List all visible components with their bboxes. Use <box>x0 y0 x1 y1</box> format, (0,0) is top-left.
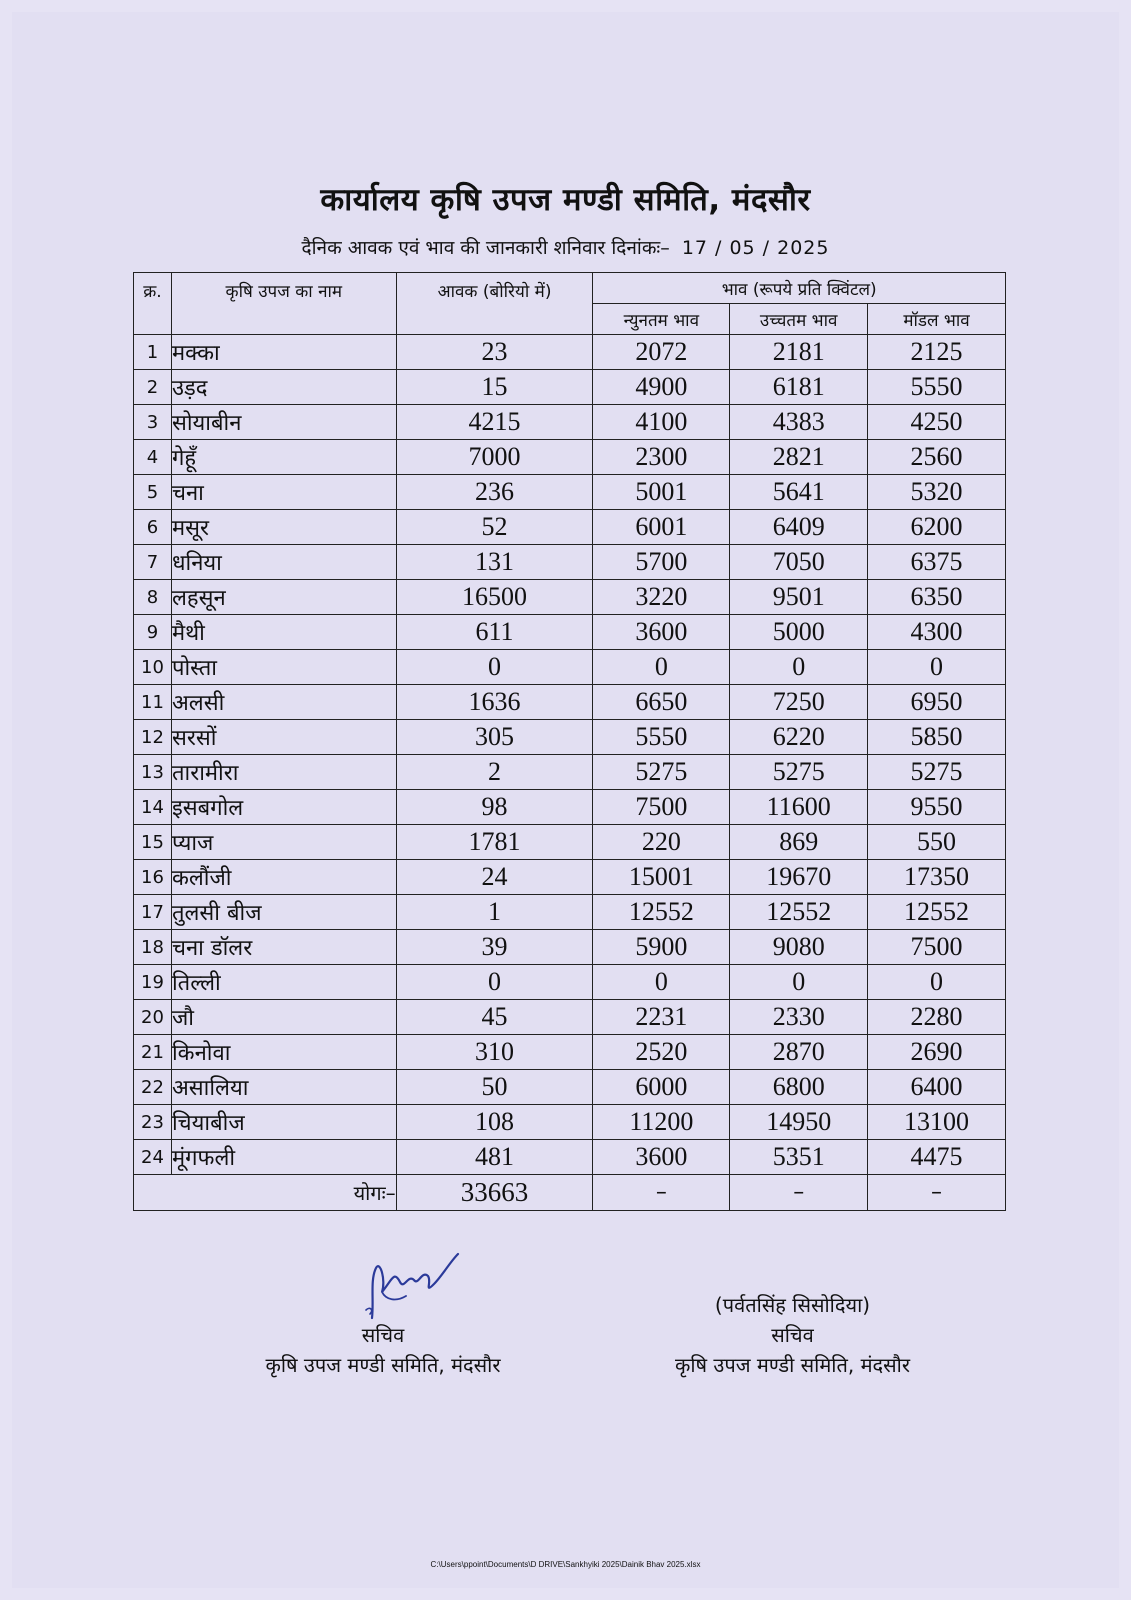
header-arrival: आवक (बोरियो में) <box>396 273 593 335</box>
table-row <box>134 335 1006 370</box>
max-price: 4383 <box>730 405 868 440</box>
commodity-name: इसबगोल <box>171 790 396 825</box>
commodity-name: मक्का <box>171 335 396 370</box>
header-min-price: न्युनतम भाव <box>593 304 730 335</box>
commodity-name: मूंगफली <box>171 1140 396 1175</box>
arrival-quantity: 16500 <box>396 580 593 615</box>
table-row <box>134 1105 1006 1140</box>
header-max-price: उच्चतम भाव <box>730 304 868 335</box>
modal-price: 0 <box>868 650 1006 685</box>
min-price: 6000 <box>593 1070 730 1105</box>
commodity-name: अलसी <box>171 685 396 720</box>
table-row <box>134 755 1006 790</box>
table-row <box>134 580 1006 615</box>
row-serial: 14 <box>134 790 172 825</box>
max-price: 7250 <box>730 685 868 720</box>
table-row <box>134 860 1006 895</box>
min-price: 5001 <box>593 475 730 510</box>
signature-block-right <box>650 1290 935 1380</box>
modal-price: 5550 <box>868 370 1006 405</box>
subtitle-text: दैनिक आवक एवं भाव की जानकारी शनिवार दिनांकः– <box>301 237 670 259</box>
table-row <box>134 720 1006 755</box>
min-price: 11200 <box>593 1105 730 1140</box>
left-designation: सचिव <box>361 1323 405 1347</box>
row-serial: 21 <box>134 1035 172 1070</box>
header-price-group: भाव (रूपये प्रति क्विंटल) <box>593 273 1006 304</box>
min-price: 12552 <box>593 895 730 930</box>
row-serial: 2 <box>134 370 172 405</box>
arrival-quantity: 310 <box>396 1035 593 1070</box>
arrival-quantity: 1636 <box>396 685 593 720</box>
right-organization: कृषि उपज मण्डी समिति, मंदसौर <box>674 1353 911 1377</box>
total-modal-dash: – <box>868 1175 1006 1211</box>
arrival-quantity: 1 <box>396 895 593 930</box>
modal-price: 7500 <box>868 930 1006 965</box>
min-price: 6001 <box>593 510 730 545</box>
arrival-quantity: 50 <box>396 1070 593 1105</box>
table-row <box>134 790 1006 825</box>
modal-price: 12552 <box>868 895 1006 930</box>
max-price: 6181 <box>730 370 868 405</box>
arrival-quantity: 39 <box>396 930 593 965</box>
arrival-quantity: 1781 <box>396 825 593 860</box>
total-row <box>134 1175 1006 1211</box>
modal-price: 2280 <box>868 1000 1006 1035</box>
max-price: 12552 <box>730 895 868 930</box>
max-price: 2821 <box>730 440 868 475</box>
row-serial: 12 <box>134 720 172 755</box>
arrival-quantity: 98 <box>396 790 593 825</box>
right-designation: सचिव <box>771 1323 814 1347</box>
modal-price: 17350 <box>868 860 1006 895</box>
commodity-name: गेहूँ <box>171 440 396 475</box>
min-price: 5275 <box>593 755 730 790</box>
min-price: 5700 <box>593 545 730 580</box>
page-title: कार्यालय कृषि उपज मण्डी समिति, मंदसौर <box>320 182 811 218</box>
modal-price: 2690 <box>868 1035 1006 1070</box>
modal-price: 6400 <box>868 1070 1006 1105</box>
row-serial: 3 <box>134 405 172 440</box>
commodity-name: चना <box>171 475 396 510</box>
max-price: 2870 <box>730 1035 868 1070</box>
table-row <box>134 650 1006 685</box>
commodity-name: सोयाबीन <box>171 405 396 440</box>
max-price: 7050 <box>730 545 868 580</box>
max-price: 11600 <box>730 790 868 825</box>
modal-price: 2125 <box>868 335 1006 370</box>
row-serial: 7 <box>134 545 172 580</box>
max-price: 5641 <box>730 475 868 510</box>
table-row <box>134 685 1006 720</box>
min-price: 2300 <box>593 440 730 475</box>
min-price: 4900 <box>593 370 730 405</box>
modal-price: 550 <box>868 825 1006 860</box>
commodity-name: कलौंजी <box>171 860 396 895</box>
min-price: 3600 <box>593 1140 730 1175</box>
arrival-quantity: 131 <box>396 545 593 580</box>
commodity-name: मसूर <box>171 510 396 545</box>
total-max-dash: – <box>730 1175 868 1211</box>
min-price: 0 <box>593 650 730 685</box>
row-serial: 8 <box>134 580 172 615</box>
commodity-name: मैथी <box>171 615 396 650</box>
max-price: 19670 <box>730 860 868 895</box>
modal-price: 9550 <box>868 790 1006 825</box>
arrival-quantity: 0 <box>396 650 593 685</box>
max-price: 6409 <box>730 510 868 545</box>
commodity-name: तारामीरा <box>171 755 396 790</box>
modal-price: 6350 <box>868 580 1006 615</box>
row-serial: 23 <box>134 1105 172 1140</box>
price-table <box>133 272 1006 1211</box>
arrival-quantity: 305 <box>396 720 593 755</box>
total-arrival: 33663 <box>396 1175 593 1211</box>
min-price: 15001 <box>593 860 730 895</box>
max-price: 0 <box>730 650 868 685</box>
total-label: योगः– <box>134 1175 397 1211</box>
min-price: 5550 <box>593 720 730 755</box>
max-price: 2330 <box>730 1000 868 1035</box>
commodity-name: चियाबीज <box>171 1105 396 1140</box>
row-serial: 4 <box>134 440 172 475</box>
header-sr: क्र. <box>134 273 172 335</box>
modal-price: 5320 <box>868 475 1006 510</box>
row-serial: 5 <box>134 475 172 510</box>
commodity-name: जौ <box>171 1000 396 1035</box>
min-price: 220 <box>593 825 730 860</box>
row-serial: 18 <box>134 930 172 965</box>
max-price: 9080 <box>730 930 868 965</box>
max-price: 14950 <box>730 1105 868 1140</box>
arrival-quantity: 52 <box>396 510 593 545</box>
commodity-name: लहसून <box>171 580 396 615</box>
modal-price: 5850 <box>868 720 1006 755</box>
max-price: 9501 <box>730 580 868 615</box>
commodity-name: तिल्ली <box>171 965 396 1000</box>
commodity-name: सरसों <box>171 720 396 755</box>
page-subtitle <box>0 234 1131 260</box>
arrival-quantity: 23 <box>396 335 593 370</box>
arrival-quantity: 611 <box>396 615 593 650</box>
modal-price: 13100 <box>868 1105 1006 1140</box>
table-row <box>134 370 1006 405</box>
handwritten-signature <box>352 1240 462 1330</box>
max-price: 2181 <box>730 335 868 370</box>
table-row <box>134 895 1006 930</box>
row-serial: 19 <box>134 965 172 1000</box>
commodity-name: चना डॉलर <box>171 930 396 965</box>
arrival-quantity: 2 <box>396 755 593 790</box>
table-row <box>134 475 1006 510</box>
min-price: 2072 <box>593 335 730 370</box>
header-name: कृषि उपज का नाम <box>171 273 396 335</box>
table-row <box>134 545 1006 580</box>
arrival-quantity: 108 <box>396 1105 593 1140</box>
row-serial: 6 <box>134 510 172 545</box>
modal-price: 6375 <box>868 545 1006 580</box>
arrival-quantity: 4215 <box>396 405 593 440</box>
arrival-quantity: 7000 <box>396 440 593 475</box>
modal-price: 6950 <box>868 685 1006 720</box>
modal-price: 0 <box>868 965 1006 1000</box>
row-serial: 13 <box>134 755 172 790</box>
header-modal-price: मॉडल भाव <box>868 304 1006 335</box>
max-price: 0 <box>730 965 868 1000</box>
commodity-name: असालिया <box>171 1070 396 1105</box>
commodity-name: धनिया <box>171 545 396 580</box>
table-row <box>134 1000 1006 1035</box>
commodity-name: उड़द <box>171 370 396 405</box>
commodity-name: प्याज <box>171 825 396 860</box>
table-row <box>134 1070 1006 1105</box>
max-price: 5000 <box>730 615 868 650</box>
arrival-quantity: 0 <box>396 965 593 1000</box>
arrival-quantity: 236 <box>396 475 593 510</box>
table-row <box>134 1035 1006 1070</box>
min-price: 4100 <box>593 405 730 440</box>
max-price: 5351 <box>730 1140 868 1175</box>
arrival-quantity: 481 <box>396 1140 593 1175</box>
arrival-quantity: 45 <box>396 1000 593 1035</box>
table-row <box>134 965 1006 1000</box>
min-price: 7500 <box>593 790 730 825</box>
min-price: 2520 <box>593 1035 730 1070</box>
row-serial: 24 <box>134 1140 172 1175</box>
commodity-name: किनोवा <box>171 1035 396 1070</box>
modal-price: 4250 <box>868 405 1006 440</box>
max-price: 6800 <box>730 1070 868 1105</box>
row-serial: 15 <box>134 825 172 860</box>
row-serial: 11 <box>134 685 172 720</box>
row-serial: 9 <box>134 615 172 650</box>
table-row <box>134 440 1006 475</box>
commodity-name: तुलसी बीज <box>171 895 396 930</box>
max-price: 5275 <box>730 755 868 790</box>
min-price: 2231 <box>593 1000 730 1035</box>
max-price: 6220 <box>730 720 868 755</box>
modal-price: 5275 <box>868 755 1006 790</box>
table-row <box>134 1140 1006 1175</box>
modal-price: 6200 <box>868 510 1006 545</box>
modal-price: 4300 <box>868 615 1006 650</box>
signatory-name: (पर्वतसिंह सिसोदिया) <box>714 1293 871 1317</box>
table-row <box>134 930 1006 965</box>
table-row <box>134 510 1006 545</box>
arrival-quantity: 15 <box>396 370 593 405</box>
commodity-name: पोस्ता <box>171 650 396 685</box>
modal-price: 4475 <box>868 1140 1006 1175</box>
min-price: 0 <box>593 965 730 1000</box>
left-organization: कृषि उपज मण्डी समिति, मंदसौर <box>265 1353 501 1377</box>
table-row <box>134 825 1006 860</box>
row-serial: 10 <box>134 650 172 685</box>
row-serial: 22 <box>134 1070 172 1105</box>
min-price: 3220 <box>593 580 730 615</box>
row-serial: 16 <box>134 860 172 895</box>
row-serial: 1 <box>134 335 172 370</box>
arrival-quantity: 24 <box>396 860 593 895</box>
table-row <box>134 405 1006 440</box>
modal-price: 2560 <box>868 440 1006 475</box>
min-price: 3600 <box>593 615 730 650</box>
row-serial: 20 <box>134 1000 172 1035</box>
total-min-dash: – <box>593 1175 730 1211</box>
min-price: 5900 <box>593 930 730 965</box>
file-path-footer: C:\Users\ppoint\Documents\D DRIVE\Sankhyiki 2025\Dainik Bhav 2025.xlsx <box>430 1560 701 1569</box>
table-row <box>134 615 1006 650</box>
min-price: 6650 <box>593 685 730 720</box>
report-date: 17 / 05 / 2025 <box>681 237 830 259</box>
signature-block-left <box>228 1320 538 1380</box>
max-price: 869 <box>730 825 868 860</box>
row-serial: 17 <box>134 895 172 930</box>
